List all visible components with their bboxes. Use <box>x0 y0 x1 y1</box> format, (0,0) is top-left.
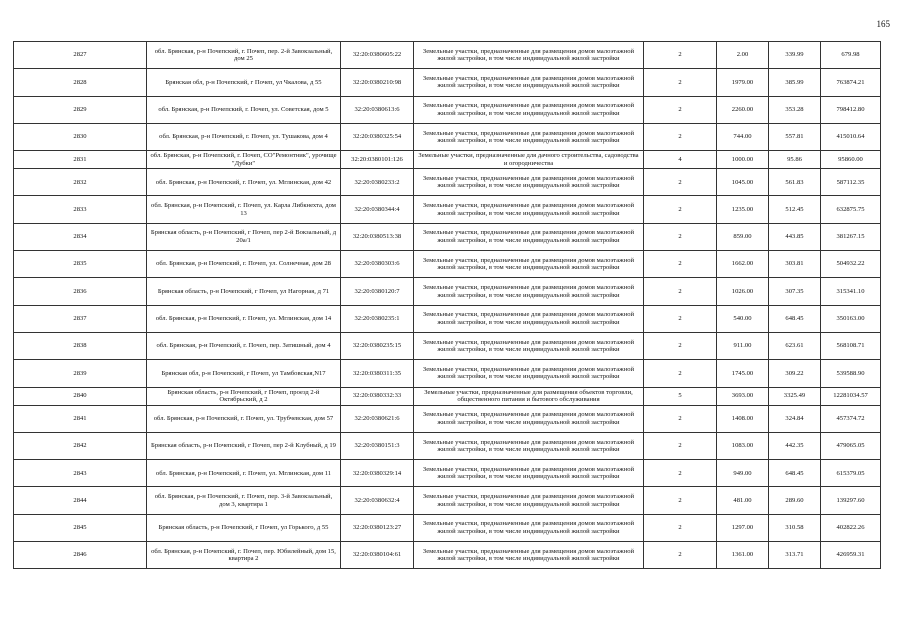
row-address: Брянская обл, р-н Почепский, г Почеп, ул Чкалова, д 55 <box>147 69 341 96</box>
row-unit-value: 289.60 <box>769 487 821 514</box>
row-cadastral-value: 615379.05 <box>821 460 881 487</box>
row-cadastral-number: 32:20:0380605:22 <box>341 42 414 69</box>
row-land-purpose: Земельные участки, предназначенные для размещения объектов торговли, общественного питания и бытового обслуживания <box>414 387 644 405</box>
row-number: 2839 <box>14 360 147 387</box>
row-land-purpose: Земельные участки, предназначенные для размещения домов малоэтажной жилой застройки, в том числе индивидуальной жилой застройки <box>414 278 644 305</box>
row-cadastral-number: 32:20:0380329:14 <box>341 460 414 487</box>
row-unit-value: 561.83 <box>769 169 821 196</box>
row-cadastral-number: 32:20:0380151:3 <box>341 432 414 459</box>
row-number: 2834 <box>14 223 147 250</box>
row-address: Брянская область, р-н Почепский, г Почеп, проезд 2-й Октябрьский, д 2 <box>147 387 341 405</box>
row-land-purpose: Земельные участки, предназначенные для размещения домов малоэтажной жилой застройки, в том числе индивидуальной жилой застройки <box>414 432 644 459</box>
row-land-purpose: Земельные участки, предназначенные для размещения домов малоэтажной жилой застройки, в том числе индивидуальной жилой застройки <box>414 487 644 514</box>
row-area: 1083.00 <box>717 432 769 459</box>
row-land-purpose: Земельные участки, предназначенные для размещения домов малоэтажной жилой застройки, в том числе индивидуальной жилой застройки <box>414 305 644 332</box>
row-unit-value: 443.85 <box>769 223 821 250</box>
row-group: 2 <box>644 123 717 150</box>
row-area: 1000.00 <box>717 151 769 169</box>
table-row <box>14 514 881 541</box>
row-number: 2832 <box>14 169 147 196</box>
row-unit-value: 385.99 <box>769 69 821 96</box>
row-group: 2 <box>644 405 717 432</box>
row-area: 3693.00 <box>717 387 769 405</box>
row-address: обл. Брянская, р-н Почепский, г. Почеп, пер. 2-й Завокзальный, дом 25 <box>147 42 341 69</box>
row-number: 2828 <box>14 69 147 96</box>
row-cadastral-number: 32:20:0380613:6 <box>341 96 414 123</box>
row-land-purpose: Земельные участки, предназначенные для размещения домов малоэтажной жилой застройки, в том числе индивидуальной жилой застройки <box>414 96 644 123</box>
row-area: 744.00 <box>717 123 769 150</box>
table-row <box>14 487 881 514</box>
row-area: 1745.00 <box>717 360 769 387</box>
row-number: 2829 <box>14 96 147 123</box>
row-cadastral-value: 426959.31 <box>821 542 881 569</box>
row-number: 2844 <box>14 487 147 514</box>
row-address: обл. Брянская, р-н Почепский, г. Почеп, ул. Мглинская, дом 14 <box>147 305 341 332</box>
row-cadastral-value: 479065.05 <box>821 432 881 459</box>
row-group: 2 <box>644 542 717 569</box>
row-cadastral-value: 763874.21 <box>821 69 881 96</box>
row-unit-value: 557.81 <box>769 123 821 150</box>
row-cadastral-value: 95860.00 <box>821 151 881 169</box>
row-cadastral-value: 12281034.57 <box>821 387 881 405</box>
row-group: 2 <box>644 96 717 123</box>
row-number: 2841 <box>14 405 147 432</box>
row-unit-value: 313.71 <box>769 542 821 569</box>
row-area: 1235.00 <box>717 196 769 223</box>
row-group: 4 <box>644 151 717 169</box>
table-row <box>14 96 881 123</box>
row-area: 1979.00 <box>717 69 769 96</box>
row-group: 2 <box>644 69 717 96</box>
row-area: 2260.00 <box>717 96 769 123</box>
row-cadastral-value: 679.98 <box>821 42 881 69</box>
row-cadastral-number: 32:20:0380233:2 <box>341 169 414 196</box>
row-address: обл. Брянская, р-н Почепский, г. Почеп, ул. Мглинская, дом 42 <box>147 169 341 196</box>
row-cadastral-value: 457374.72 <box>821 405 881 432</box>
row-cadastral-number: 32:20:0380235:1 <box>341 305 414 332</box>
row-group: 2 <box>644 169 717 196</box>
row-group: 2 <box>644 487 717 514</box>
row-cadastral-number: 32:20:0380513:38 <box>341 223 414 250</box>
row-unit-value: 353.28 <box>769 96 821 123</box>
row-cadastral-value: 504932.22 <box>821 251 881 278</box>
row-area: 1045.00 <box>717 169 769 196</box>
row-area: 949.00 <box>717 460 769 487</box>
row-address: обл. Брянская, р-н Почепский, г. Почеп, ул. Трубчевская, дом 57 <box>147 405 341 432</box>
row-address: Брянская область, р-н Почепский, г Почеп, ул Нагорная, д 71 <box>147 278 341 305</box>
row-cadastral-value: 568108.71 <box>821 332 881 359</box>
row-number: 2845 <box>14 514 147 541</box>
table-row <box>14 196 881 223</box>
page-number: 165 <box>876 19 890 29</box>
table-row <box>14 460 881 487</box>
row-cadastral-number: 32:20:0380210:98 <box>341 69 414 96</box>
row-unit-value: 307.35 <box>769 278 821 305</box>
row-cadastral-value: 350163.00 <box>821 305 881 332</box>
row-unit-value: 324.84 <box>769 405 821 432</box>
row-cadastral-number: 32:20:0380621:6 <box>341 405 414 432</box>
row-address: Брянская обл, р-н Почепский, г Почеп, ул Тамбовская,N17 <box>147 360 341 387</box>
table-row <box>14 332 881 359</box>
row-cadastral-number: 32:20:0380101:126 <box>341 151 414 169</box>
row-address: обл. Брянская, р-н Почепский, г. Почеп, пер. Юбилейный, дом 15, квартира 2 <box>147 542 341 569</box>
row-area: 1297.00 <box>717 514 769 541</box>
row-number: 2838 <box>14 332 147 359</box>
row-cadastral-value: 415010.64 <box>821 123 881 150</box>
land-registry-table <box>13 41 881 569</box>
row-number: 2835 <box>14 251 147 278</box>
row-group: 2 <box>644 460 717 487</box>
table-row <box>14 360 881 387</box>
row-number: 2842 <box>14 432 147 459</box>
row-land-purpose: Земельные участки, предназначенные для размещения домов малоэтажной жилой застройки, в том числе индивидуальной жилой застройки <box>414 169 644 196</box>
table-row <box>14 151 881 169</box>
row-cadastral-value: 402822.26 <box>821 514 881 541</box>
row-cadastral-number: 32:20:0380235:15 <box>341 332 414 359</box>
table-row <box>14 305 881 332</box>
row-number: 2846 <box>14 542 147 569</box>
table-row <box>14 42 881 69</box>
table-row <box>14 278 881 305</box>
row-land-purpose: Земельные участки, предназначенные для размещения домов малоэтажной жилой застройки, в том числе индивидуальной жилой застройки <box>414 514 644 541</box>
row-cadastral-number: 32:20:0380311:35 <box>341 360 414 387</box>
table-row <box>14 251 881 278</box>
row-land-purpose: Земельные участки, предназначенные для размещения домов малоэтажной жилой застройки, в том числе индивидуальной жилой застройки <box>414 69 644 96</box>
table-row <box>14 542 881 569</box>
row-number: 2843 <box>14 460 147 487</box>
row-area: 1026.00 <box>717 278 769 305</box>
row-area: 1361.00 <box>717 542 769 569</box>
row-unit-value: 339.99 <box>769 42 821 69</box>
row-land-purpose: Земельные участки, предназначенные для дачного строительства, садоводства и огородничества <box>414 151 644 169</box>
row-land-purpose: Земельные участки, предназначенные для размещения домов малоэтажной жилой застройки, в том числе индивидуальной жилой застройки <box>414 360 644 387</box>
row-land-purpose: Земельные участки, предназначенные для размещения домов малоэтажной жилой застройки, в том числе индивидуальной жилой застройки <box>414 332 644 359</box>
row-cadastral-number: 32:20:0380332:33 <box>341 387 414 405</box>
row-area: 481.00 <box>717 487 769 514</box>
row-address: Брянская область, р-н Почепский, г Почеп, пер 2-й Вокзальный, д 20а/1 <box>147 223 341 250</box>
row-land-purpose: Земельные участки, предназначенные для размещения домов малоэтажной жилой застройки, в том числе индивидуальной жилой застройки <box>414 196 644 223</box>
row-group: 2 <box>644 305 717 332</box>
row-land-purpose: Земельные участки, предназначенные для размещения домов малоэтажной жилой застройки, в том числе индивидуальной жилой застройки <box>414 223 644 250</box>
row-land-purpose: Земельные участки, предназначенные для размещения домов малоэтажной жилой застройки, в том числе индивидуальной жилой застройки <box>414 542 644 569</box>
row-unit-value: 95.86 <box>769 151 821 169</box>
row-unit-value: 648.45 <box>769 460 821 487</box>
row-cadastral-number: 32:20:0380325:54 <box>341 123 414 150</box>
row-number: 2827 <box>14 42 147 69</box>
row-address: обл. Брянская, р-н Почепский, г. Почеп, ул. Карла Либкнехта, дом 13 <box>147 196 341 223</box>
row-number: 2831 <box>14 151 147 169</box>
row-group: 5 <box>644 387 717 405</box>
row-cadastral-number: 32:20:0380123:27 <box>341 514 414 541</box>
row-group: 2 <box>644 251 717 278</box>
row-cadastral-value: 381267.15 <box>821 223 881 250</box>
table-row <box>14 405 881 432</box>
row-cadastral-number: 32:20:0380303:6 <box>341 251 414 278</box>
row-number: 2840 <box>14 387 147 405</box>
row-cadastral-value: 632875.75 <box>821 196 881 223</box>
row-group: 2 <box>644 360 717 387</box>
row-cadastral-number: 32:20:0380120:7 <box>341 278 414 305</box>
table-row <box>14 169 881 196</box>
row-group: 2 <box>644 42 717 69</box>
row-cadastral-number: 32:20:0380632:4 <box>341 487 414 514</box>
row-address: Брянская область, р-н Почепский, г Почеп, пер 2-й Клубный, д 19 <box>147 432 341 459</box>
row-land-purpose: Земельные участки, предназначенные для размещения домов малоэтажной жилой застройки, в том числе индивидуальной жилой застройки <box>414 460 644 487</box>
row-unit-value: 442.35 <box>769 432 821 459</box>
row-unit-value: 303.81 <box>769 251 821 278</box>
row-address: обл. Брянская, р-н Почепский, г. Почеп, ул. Советская, дом 5 <box>147 96 341 123</box>
row-number: 2837 <box>14 305 147 332</box>
row-address: Брянская область, р-н Почепский, г Почеп, ул Горького, д 55 <box>147 514 341 541</box>
row-area: 859.00 <box>717 223 769 250</box>
table-row <box>14 69 881 96</box>
row-cadastral-value: 139297.60 <box>821 487 881 514</box>
row-cadastral-value: 798412.80 <box>821 96 881 123</box>
row-area: 1408.00 <box>717 405 769 432</box>
row-address: обл. Брянская, р-н Почепский, г. Почеп, СО"Ремонтник", урочище "Дубки" <box>147 151 341 169</box>
row-address: обл. Брянская, р-н Почепский, г. Почеп, ул. Солнечная, дом 28 <box>147 251 341 278</box>
row-group: 2 <box>644 223 717 250</box>
row-number: 2830 <box>14 123 147 150</box>
table-row <box>14 432 881 459</box>
row-unit-value: 648.45 <box>769 305 821 332</box>
row-land-purpose: Земельные участки, предназначенные для размещения домов малоэтажной жилой застройки, в том числе индивидуальной жилой застройки <box>414 405 644 432</box>
row-cadastral-value: 587112.35 <box>821 169 881 196</box>
row-area: 911.00 <box>717 332 769 359</box>
row-group: 2 <box>644 514 717 541</box>
row-land-purpose: Земельные участки, предназначенные для размещения домов малоэтажной жилой застройки, в том числе индивидуальной жилой застройки <box>414 123 644 150</box>
row-unit-value: 310.58 <box>769 514 821 541</box>
table-row <box>14 387 881 405</box>
row-unit-value: 309.22 <box>769 360 821 387</box>
row-area: 1662.00 <box>717 251 769 278</box>
row-area: 540.00 <box>717 305 769 332</box>
table-row <box>14 123 881 150</box>
row-unit-value: 623.61 <box>769 332 821 359</box>
row-address: обл. Брянская, р-н Почепский, г. Почеп, пер. Затишный, дом 4 <box>147 332 341 359</box>
row-address: обл. Брянская, р-н Почепский, г. Почеп, пер. 3-й Завокзальный, дом 3, квартира 1 <box>147 487 341 514</box>
row-cadastral-number: 32:20:0380344:4 <box>341 196 414 223</box>
row-number: 2836 <box>14 278 147 305</box>
row-address: обл. Брянская, р-н Почепский, г. Почеп, ул. Тушакова, дом 4 <box>147 123 341 150</box>
row-number: 2833 <box>14 196 147 223</box>
row-cadastral-value: 539588.90 <box>821 360 881 387</box>
row-address: обл. Брянская, р-н Почепский, г. Почеп, ул. Мглинская, дом 11 <box>147 460 341 487</box>
row-land-purpose: Земельные участки, предназначенные для размещения домов малоэтажной жилой застройки, в том числе индивидуальной жилой застройки <box>414 251 644 278</box>
row-group: 2 <box>644 432 717 459</box>
row-land-purpose: Земельные участки, предназначенные для размещения домов малоэтажной жилой застройки, в том числе индивидуальной жилой застройки <box>414 42 644 69</box>
table-row <box>14 223 881 250</box>
row-group: 2 <box>644 196 717 223</box>
row-group: 2 <box>644 278 717 305</box>
row-group: 2 <box>644 332 717 359</box>
row-unit-value: 512.45 <box>769 196 821 223</box>
row-unit-value: 3325.49 <box>769 387 821 405</box>
row-cadastral-number: 32:20:0380104:61 <box>341 542 414 569</box>
row-area: 2.00 <box>717 42 769 69</box>
row-cadastral-value: 315341.10 <box>821 278 881 305</box>
